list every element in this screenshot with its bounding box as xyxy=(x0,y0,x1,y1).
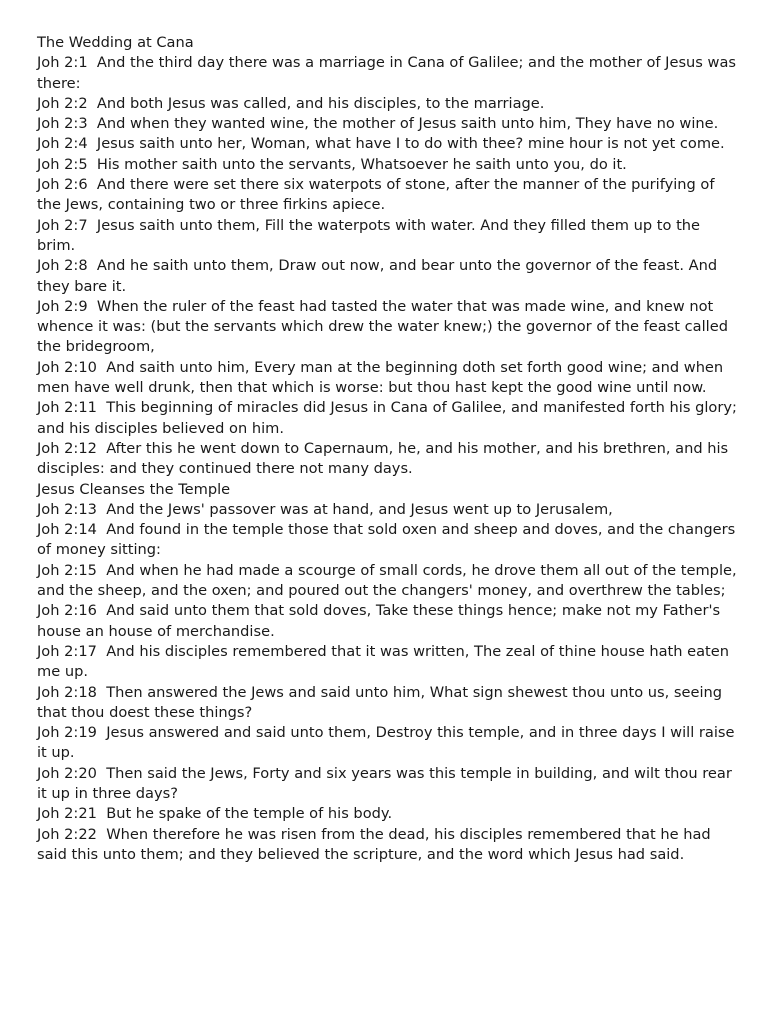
verse xyxy=(37,155,737,175)
verse-ref: Joh 2:12 xyxy=(37,439,97,457)
verse-text: Jesus answered and said unto them, Destroy this temple, and in three days I will raise it up. xyxy=(37,724,735,762)
verse xyxy=(37,683,737,724)
verse xyxy=(37,398,737,439)
verse-ref: Joh 2:2 xyxy=(37,94,88,112)
verse xyxy=(37,723,737,764)
verse-ref: Joh 2:5 xyxy=(37,155,88,173)
verse-text: Then answered the Jews and said unto him, What sign shewest thou unto us, seeing that thou doest these things? xyxy=(37,683,723,721)
verse-ref: Joh 2:3 xyxy=(37,115,88,133)
verse xyxy=(37,642,737,683)
verse-ref: Joh 2:13 xyxy=(37,500,97,518)
section-heading: Jesus Cleanses the Temple xyxy=(37,480,231,498)
section-jesus-cleanses-the-temple xyxy=(37,480,737,866)
verse-text: Jesus saith unto her, Woman, what have I to do with thee? mine hour is not yet come. xyxy=(96,135,725,153)
verse-ref: Joh 2:17 xyxy=(37,642,97,660)
verse-text: Then said the Jews, Forty and six years was this temple in building, and wilt thou rear it up in three days? xyxy=(37,764,732,802)
verse-text: And saith unto him, Every man at the beginning doth set forth good wine; and when men have well drunk, then that which is worse: but thou hast kept the good wine until now. xyxy=(37,358,724,397)
verse-ref: Joh 2:11 xyxy=(37,399,97,417)
verse-text: After this he went down to Capernaum, he, and his mother, and his brethren, and his disciples: and they continued there not many days. xyxy=(37,439,729,478)
verse-text: His mother saith unto the servants, Whatsoever he saith unto you, do it. xyxy=(96,155,627,173)
verse-ref: Joh 2:18 xyxy=(37,683,97,701)
verse-text: And both Jesus was called, and his disciples, to the marriage. xyxy=(96,94,545,112)
verse-ref: Joh 2:19 xyxy=(37,724,97,742)
section-heading: The Wedding at Cana xyxy=(37,34,194,51)
verse-text: When therefore he was risen from the dead, his disciples remembered that he had said this unto them; and they believed the scripture, and the word which Jesus had said. xyxy=(37,825,711,863)
verse-text: And when he had made a scourge of small cords, he drove them all out of the temple, and the sheep, and the oxen; and poured out the changers' money, and overthrew the tables; xyxy=(37,561,737,600)
verse xyxy=(37,358,737,399)
verse-ref: Joh 2:7 xyxy=(37,216,88,234)
verse xyxy=(37,500,737,520)
verse xyxy=(37,94,737,114)
verse-text: But he spake of the temple of his body. xyxy=(106,805,393,823)
verse xyxy=(37,825,737,866)
verse xyxy=(37,561,737,602)
verse-ref: Joh 2:21 xyxy=(37,805,97,823)
verse-text: And said unto them that sold doves, Take these things hence; make not my Father's house an house of merchandise. xyxy=(37,602,721,640)
verse-text: And when they wanted wine, the mother of Jesus saith unto him, They have no wine. xyxy=(96,115,719,133)
verse-ref: Joh 2:6 xyxy=(37,176,88,194)
verse xyxy=(37,114,737,134)
verse xyxy=(37,297,737,358)
verse xyxy=(37,53,737,94)
verse-text: And there were set there six waterpots of stone, after the manner of the purifying of the Jews, containing two or three firkins apiece. xyxy=(37,176,715,214)
verse xyxy=(37,256,737,297)
verse-ref: Joh 2:4 xyxy=(37,135,88,153)
verse-text: And his disciples remembered that it was written, The zeal of thine house hath eaten me up. xyxy=(37,642,730,681)
verse xyxy=(37,175,737,216)
verse-ref: Joh 2:10 xyxy=(37,358,97,376)
verse xyxy=(37,804,737,824)
verse xyxy=(37,216,737,257)
verse-text: And the Jews' passover was at hand, and Jesus went up to Jerusalem, xyxy=(106,500,613,518)
verse-ref: Joh 2:1 xyxy=(37,54,88,72)
verse-ref: Joh 2:14 xyxy=(37,521,97,539)
verse xyxy=(37,764,737,805)
verse xyxy=(37,601,737,642)
verse-ref: Joh 2:8 xyxy=(37,257,88,275)
verse-ref: Joh 2:20 xyxy=(37,764,97,782)
verse xyxy=(37,439,737,480)
verse-ref: Joh 2:9 xyxy=(37,297,88,315)
verse-text: When the ruler of the feast had tasted the water that was made wine, and knew not whence it was: (but the servants which drew the water knew;) the governor of the feast called the bridegroom, xyxy=(37,297,728,356)
verse xyxy=(37,134,737,154)
verse xyxy=(37,520,737,561)
section-wedding-at-cana xyxy=(37,33,737,480)
verse-ref: Joh 2:22 xyxy=(37,825,97,843)
verse-ref: Joh 2:15 xyxy=(37,561,97,579)
document-page xyxy=(37,33,737,865)
verse-text: Jesus saith unto them, Fill the waterpots with water. And they filled them up to the brim. xyxy=(37,216,701,254)
verse-text: And found in the temple those that sold oxen and sheep and doves, and the changers of money sitting: xyxy=(37,521,736,559)
verse-text: And the third day there was a marriage in Cana of Galilee; and the mother of Jesus was there: xyxy=(37,54,737,92)
verse-ref: Joh 2:16 xyxy=(37,602,97,620)
verse-text: And he saith unto them, Draw out now, and bear unto the governor of the feast. And they bare it. xyxy=(37,257,718,295)
verse-text: This beginning of miracles did Jesus in Cana of Galilee, and manifested forth his glory; and his disciples believed on him. xyxy=(37,399,737,437)
